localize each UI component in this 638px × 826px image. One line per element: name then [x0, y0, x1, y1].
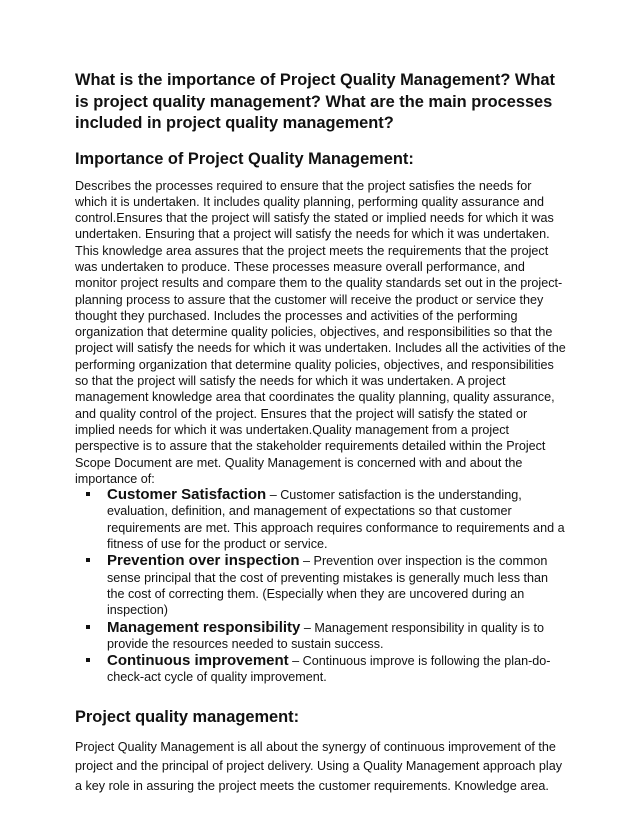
- pqm-heading: Project quality management:: [75, 707, 300, 726]
- list-item-term: Management responsibility: [107, 618, 301, 636]
- list-item-text: – Customer satisfaction is the understanding, evaluation, definition, and management of expectations so that customer requirements are met. This approach requires conformance to requirements and a fitness of use for the product or service.: [107, 488, 565, 552]
- importance-list: [75, 487, 566, 686]
- list-item-term: Prevention over inspection: [107, 552, 300, 570]
- list-item-term: Customer Satisfaction: [107, 486, 267, 504]
- list-item: [107, 553, 566, 618]
- list-item-term: Continuous improvement: [107, 652, 289, 670]
- list-item-text: – Continuous improve is following the plan-do-check-act cycle of quality improvement.: [107, 654, 551, 685]
- list-item-text: – Prevention over inspection is the common sense principal that the cost of preventing mistakes is generally much less than the cost of correcting them. (Especially when they are uncovered during an inspection): [107, 554, 549, 618]
- square-bullet-icon: [86, 558, 90, 562]
- importance-paragraph: Describes the processes required to ensure that the project satisfies the needs for which it is undertaken. It includes quality planning, performing quality assurance and control.Ensures that the project will satisfy the stated or implied needs for which it was undertaken. Ensuring that a project will satisfy the needs for which it was undertaken. This knowledge area assures that the project meets the requirements that the project was undertaken to produce. These processes measure overall performance, and monitor project results and compare them to the quality standards set out in the project-planning process to assure that the customer will receive the product or service they thought they purchased. Includes the processes and activities of the performing organization that determine quality policies, objectives, and responsibilities so that the project will satisfy the needs for which it was undertaken. Includes all the activities of the performing organization that determine quality policies, objectives, and responsibilities so that the project will satisfy the needs for which it was undertaken. A project management knowledge area that coordinates the quality planning, quality assurance, and quality control of the project. Ensures that the project will satisfy the stated or implied needs for which it was undertaken.Quality management from a project perspective is to assure that the stakeholder requirements detailed within the Project Scope Document are met. Quality Management is concerned with and about the importance of:: [75, 178, 566, 486]
- list-item-text: – Management responsibility in quality is to provide the resources needed to sustain success.: [107, 620, 544, 651]
- list-item: [107, 487, 566, 552]
- list-item: [107, 620, 566, 653]
- square-bullet-icon: [86, 492, 90, 496]
- importance-heading: Importance of Project Quality Management:: [75, 149, 414, 168]
- square-bullet-icon: [86, 625, 90, 629]
- list-item: [107, 653, 566, 686]
- square-bullet-icon: [86, 658, 90, 662]
- pqm-paragraph: Project Quality Management is all about the synergy of continuous improvement of the project and the principal of project delivery. Using a Quality Management approach play a key role in assuring the project meets the customer requirements. Knowledge area.: [75, 739, 562, 793]
- page-title: What is the importance of Project Quality Management? What is project quality management? What are the main processes included in project quality management?: [75, 71, 555, 132]
